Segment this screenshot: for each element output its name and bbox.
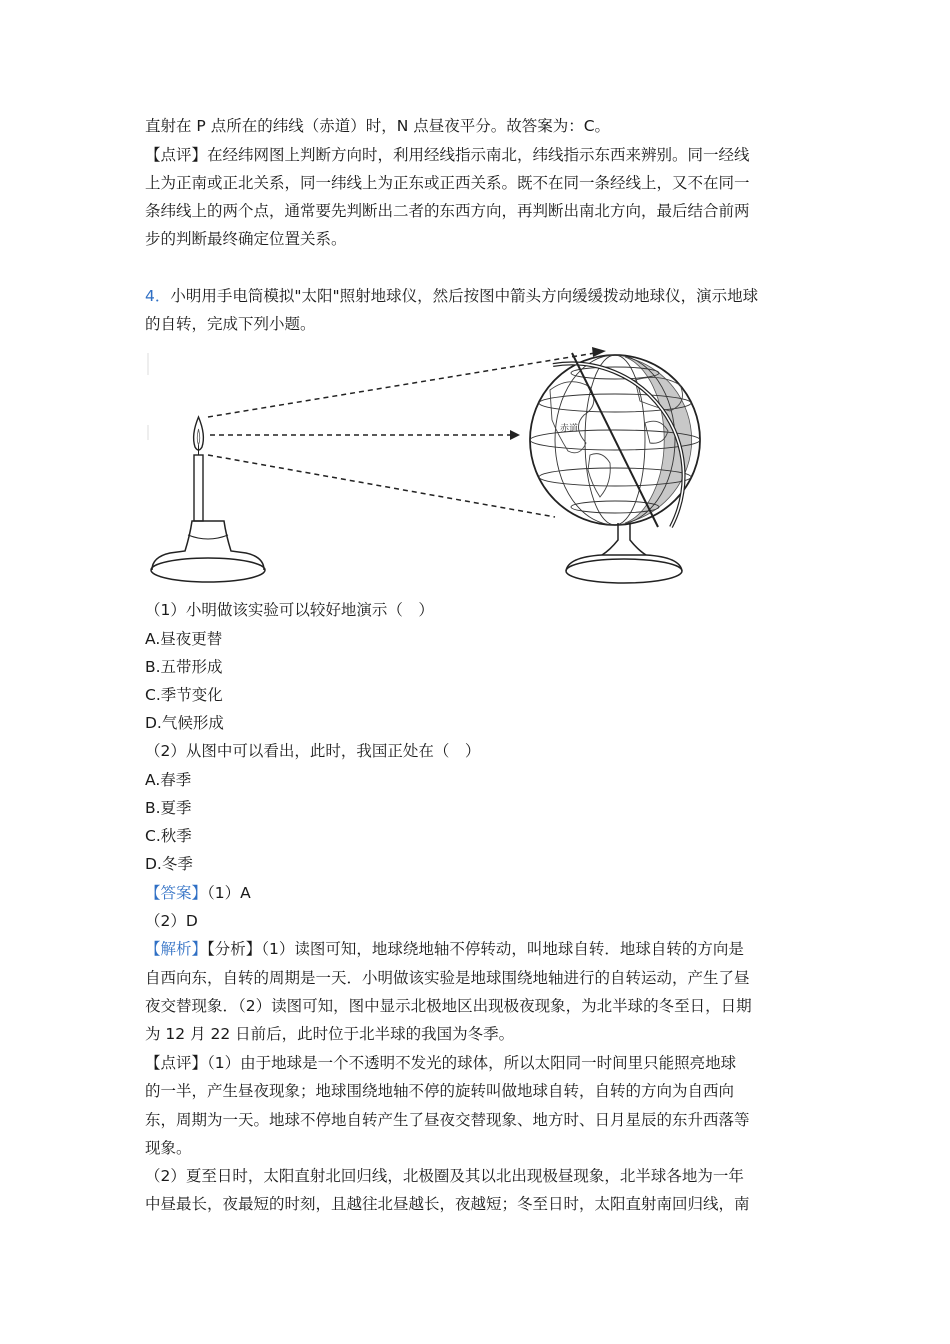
question-text: 小明用手电筒模拟"太阳"照射地球仪，然后按图中箭头方向缓缓拨动地球仪，演示地球	[170, 287, 759, 305]
analysis-line: 自西向东，自转的周期是一天．小明做该实验是地球围绕地轴进行的自转运动，产生了昼	[145, 969, 750, 987]
comment-line: 的一半，产生昼夜现象；地球围绕地轴不停的旋转叫做地球自转，自转的方向为自西向	[145, 1082, 735, 1100]
option: D.气候形成	[145, 714, 224, 732]
comment-tag: 【点评】	[145, 146, 208, 164]
option: C.秋季	[145, 827, 192, 845]
candle-icon	[151, 417, 265, 582]
text-line	[145, 145, 750, 165]
comment-line: 东，周期为一天。地球不停地自转产生了昼夜交替现象、地方时、日月星辰的东升西落等	[145, 1111, 750, 1129]
comment-line: 现象。	[145, 1139, 192, 1157]
text-line-content: 在经纬网图上判断方向时，利用经线指示南北，纬线指示东西来辨别。同一经线	[207, 146, 750, 164]
text-line: 上为正南或正北关系，同一纬线上为正东或正西关系。既不在同一条经线上，又不在同一	[145, 174, 750, 192]
analysis-text: 【分析】（1）读图可知，地球绕地轴不停转动，叫地球自转．地球自转的方向是	[207, 940, 744, 958]
question-number: 4．	[145, 287, 171, 305]
comment-tag: 【点评】	[145, 1054, 208, 1072]
comment-line: 中昼最长，夜最短的时刻，且越往北昼越长，夜越短；冬至日时，太阳直射南回归线，南	[145, 1195, 750, 1213]
sub-question-stem: （2）从图中可以看出，此时，我国正处在（ ）	[145, 742, 481, 760]
equator-label: 赤道	[560, 424, 579, 434]
answer-line	[145, 883, 251, 903]
answer-text: （1）A	[207, 884, 251, 902]
analysis-line	[145, 939, 744, 959]
question-line: 的自转，完成下列小题。	[145, 315, 316, 333]
analysis-tag: 【解析】	[145, 940, 208, 958]
comment-line: （2）夏至日时，太阳直射北回归线，北极圈及其以北出现极昼现象，北半球各地为一年	[145, 1167, 744, 1185]
analysis-line: 夜交替现象．（2）读图可知，图中显示北极地区出现极夜现象，为北半球的冬至日，日期	[145, 997, 752, 1015]
text-line: 直射在 P 点所在的纬线（赤道）时，N 点昼夜平分。故答案为：C。	[145, 117, 611, 135]
answer-line: （2）D	[145, 912, 198, 930]
comment-line	[145, 1053, 736, 1073]
option: A.昼夜更替	[145, 630, 223, 648]
option: D.冬季	[145, 855, 193, 873]
figure-candle-globe	[140, 345, 720, 590]
sub-question-stem: （1）小明做该实验可以较好地演示（ ）	[145, 601, 434, 619]
globe-icon	[530, 347, 700, 583]
option: A.春季	[145, 771, 192, 789]
question-line	[145, 286, 758, 306]
option: B.五带形成	[145, 658, 223, 676]
option: B.夏季	[145, 799, 192, 817]
comment-text: （1）由于地球是一个不透明不发光的球体，所以太阳同一时间里只能照亮地球	[207, 1054, 737, 1072]
text-line: 条纬线上的两个点，通常要先判断出二者的东西方向，再判断出南北方向，最后结合前两	[145, 202, 750, 220]
analysis-line: 为 12 月 22 日前后，此时位于北半球的我国为冬季。	[145, 1025, 515, 1043]
option: C.季节变化	[145, 686, 223, 704]
answer-tag: 【答案】	[145, 884, 208, 902]
text-line: 步的判断最终确定位置关系。	[145, 230, 347, 248]
